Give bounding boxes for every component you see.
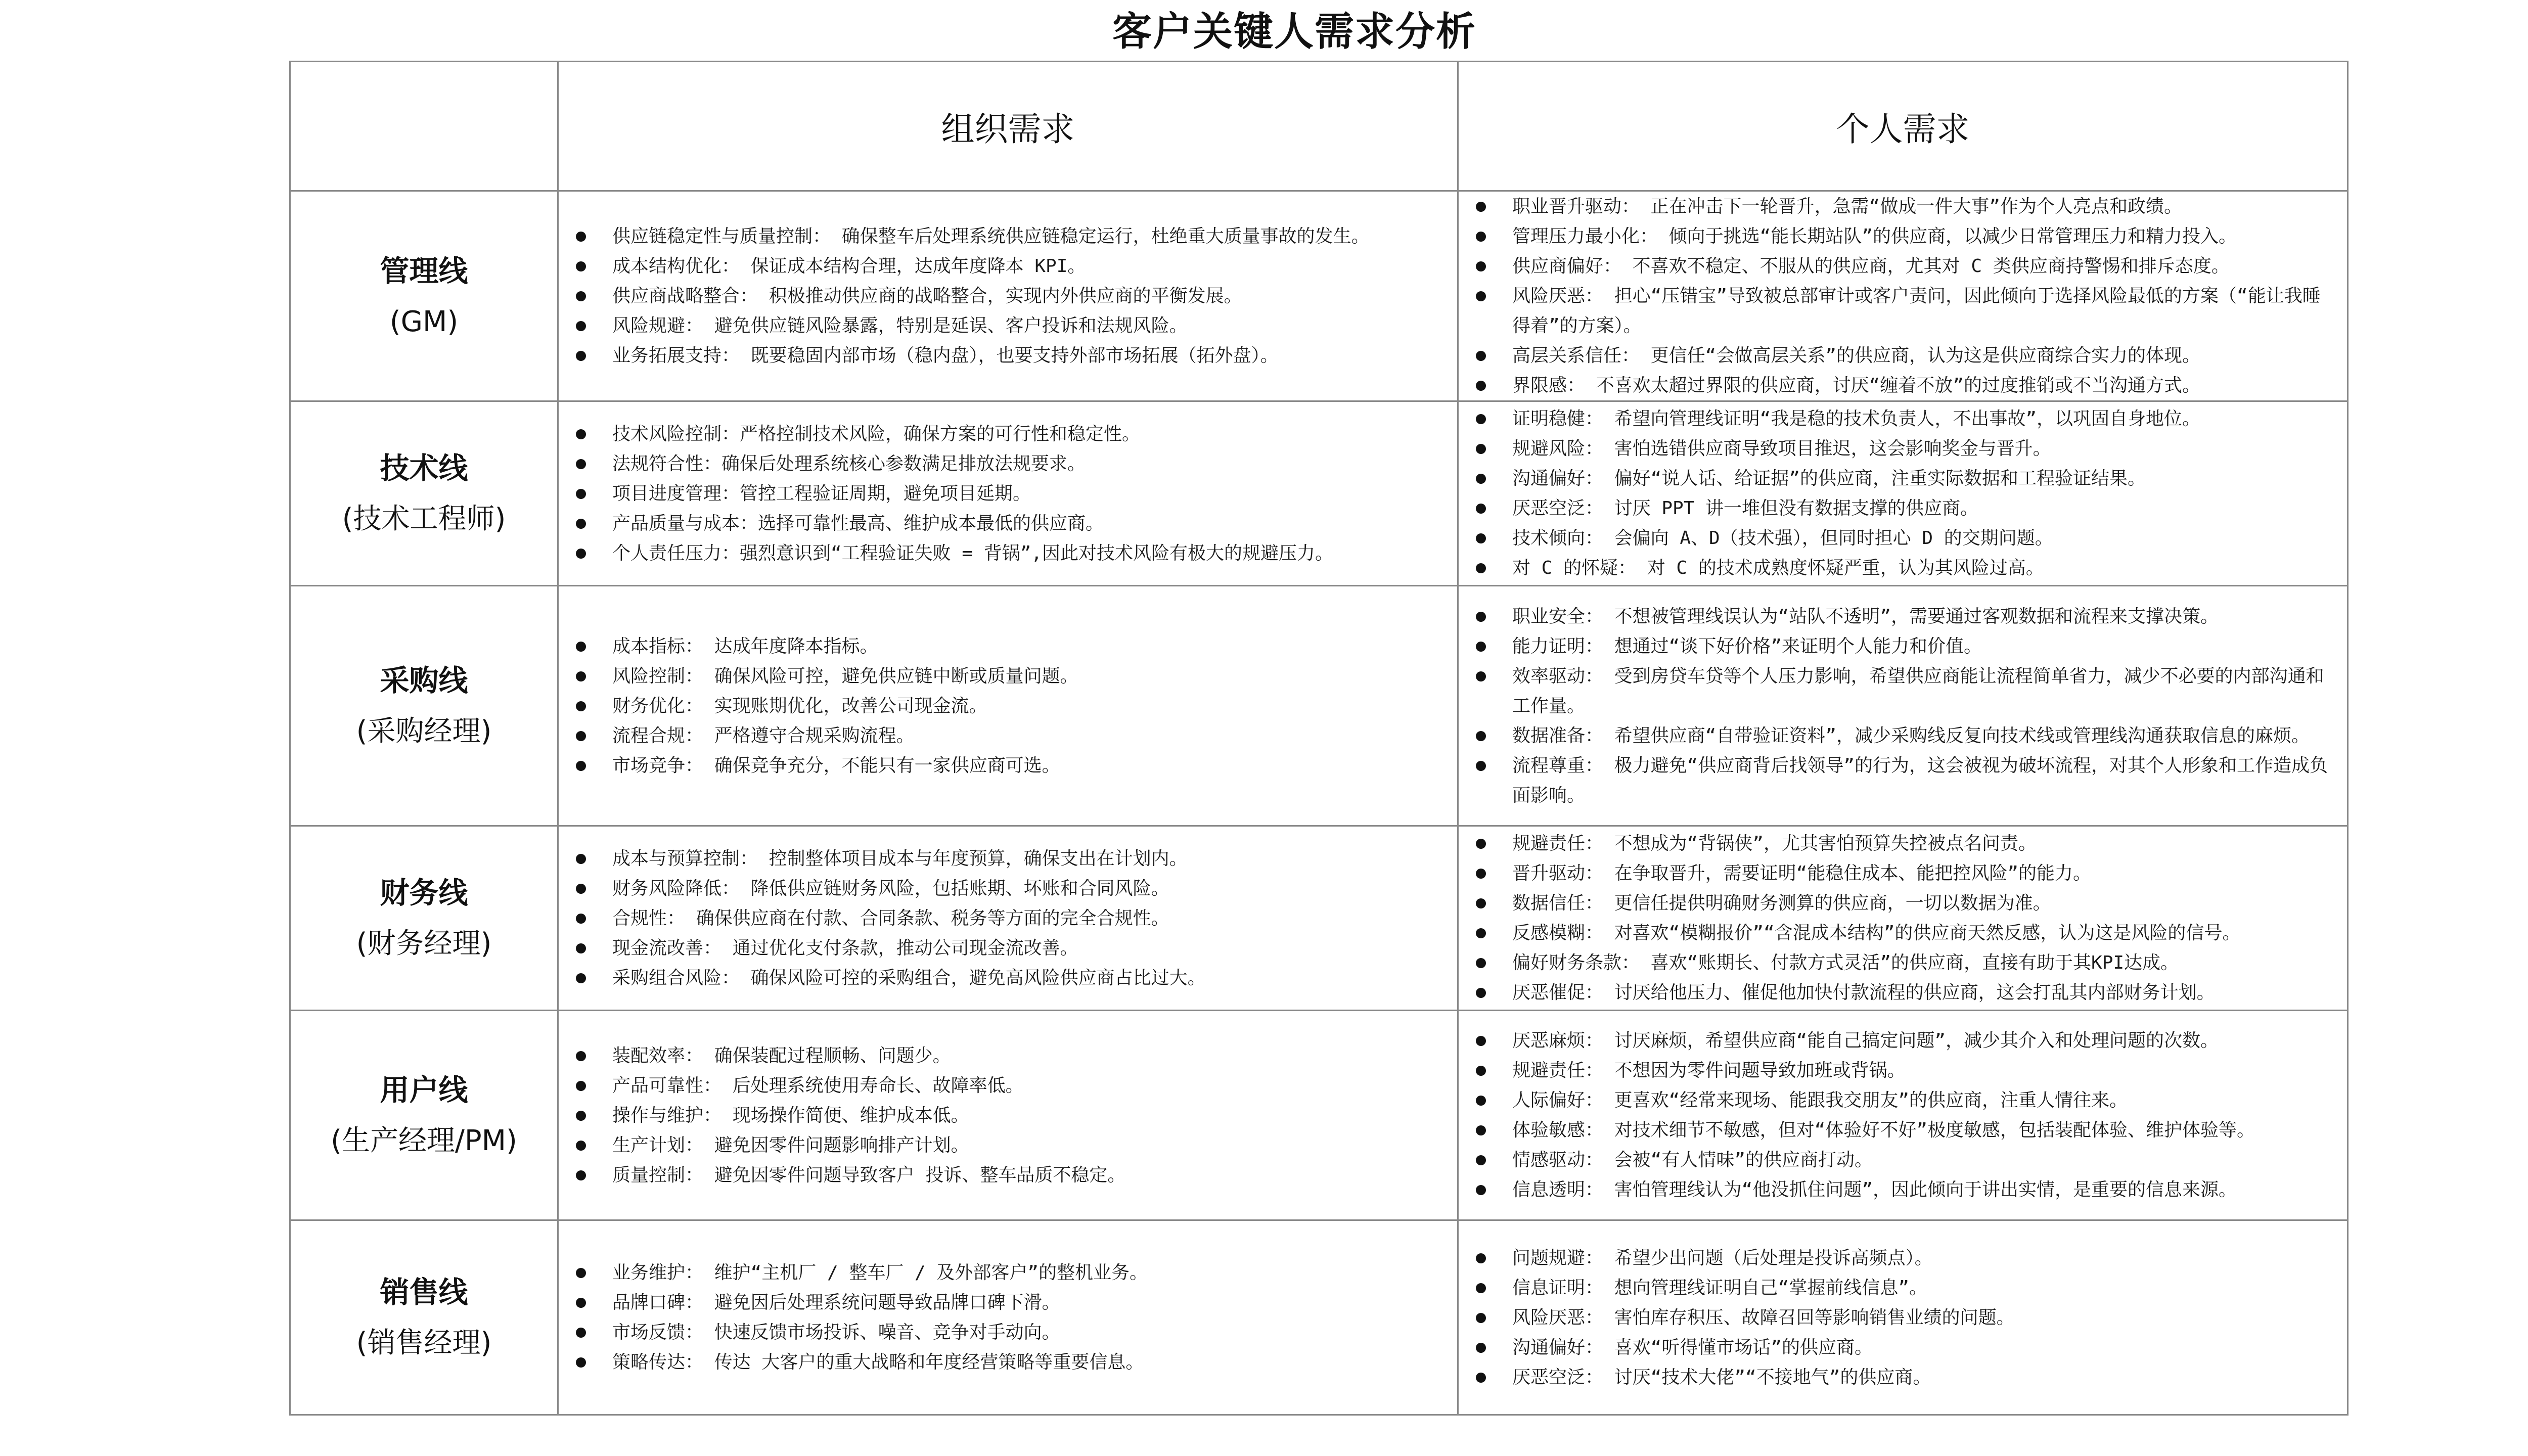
corner-cell [290,62,558,191]
list-item-text: 问题规避： 希望少出问题（后处理是投诉高频点）。 [1512,1247,1933,1268]
list-item-text: 偏好财务条款： 喜欢“账期长、付款方式灵活”的供应商，直接有助于其KPI达成。 [1512,952,2179,973]
list-item [1470,251,2333,281]
list-item-text: 品牌口碑： 避免因后处理系统问题导致品牌口碑下滑。 [612,1292,1060,1313]
list-item [570,419,1443,449]
list-item [1470,1175,2333,1205]
list-item [570,251,1443,281]
bullet-icon [576,854,586,864]
role-cell [290,401,558,586]
bullet-icon [576,671,586,681]
org-needs-list [559,1041,1457,1190]
list-item [570,479,1443,509]
list-item-text: 技术风险控制：严格控制技术风险，确保方案的可行性和稳定性。 [612,423,1141,444]
org-needs-list [559,844,1457,993]
list-item [570,1160,1443,1190]
role-title: (销售经理) [356,1327,492,1359]
list-item [1470,631,2333,661]
table-row [290,1220,2348,1415]
bullet-icon [1476,533,1486,543]
list-item [570,341,1443,371]
list-item-text: 规避风险： 害怕选错供应商导致项目推迟，这会影响奖金与晋升。 [1512,438,2051,459]
bullet-icon [1476,642,1486,652]
bullet-icon [1476,1283,1486,1293]
list-item-text: 规避责任： 不想因为零件问题导致加班或背锅。 [1512,1060,1906,1081]
list-item-text: 数据准备： 希望供应商“自带验证资料”，减少采购线反复向技术线或管理线沟通获取信息的麻烦。 [1512,725,2310,746]
list-item [1470,523,2333,553]
list-item-text: 操作与维护： 现场操作简便、维护成本低。 [612,1105,969,1126]
needs-table [289,61,2349,1416]
list-item [570,844,1443,874]
list-item-text: 反感模糊： 对喜欢“模糊报价”“含混成本结构”的供应商天然反感，认为这是风险的信号。 [1512,923,2241,943]
bullet-icon [576,1268,586,1278]
bullet-icon [1476,563,1486,573]
list-item [570,1101,1443,1130]
list-item [570,721,1443,751]
list-item-text: 人际偏好： 更喜欢“经常来现场、能跟我交朋友”的供应商，注重人情往来。 [1512,1090,2128,1111]
table-row [290,826,2348,1011]
bullet-icon [1476,761,1486,771]
list-item-text: 晋升驱动： 在争取晋升，需要证明“能稳住成本、能把控风险”的能力。 [1512,863,2092,884]
role-name: 财务线 [380,876,468,910]
list-item-text: 高层关系信任： 更信任“会做高层关系”的供应商，认为这是供应商综合实力的体现。 [1512,345,2201,366]
personal-needs-list [1459,1026,2347,1205]
role-name: 销售线 [380,1275,468,1309]
list-item-text: 技术倾向： 会偏向 A、D（技术强），但同时担心 D 的交期问题。 [1512,528,2053,549]
list-item-text: 风险厌恶： 担心“压错宝”导致被总部审计或客户责问，因此倾向于选择风险最低的方案（“能让我睡得着”的方案）。 [1512,286,2321,336]
list-item [1470,888,2333,918]
bullet-icon [1476,504,1486,514]
list-item [1470,602,2333,631]
bullet-icon [576,519,586,529]
bullet-icon [1476,1185,1486,1195]
list-item-text: 沟通偏好： 喜欢“听得懂市场话”的供应商。 [1512,1337,1873,1358]
list-item-text: 情感驱动： 会被“有人情味”的供应商打动。 [1512,1150,1873,1170]
list-item-text: 财务风险降低： 降低供应链财务风险，包括账期、坏账和合同风险。 [612,878,1169,899]
bullet-icon [576,731,586,741]
list-item-text: 信息透明： 害怕管理线认为“他没抓住问题”，因此倾向于讲出实情，是重要的信息来源。 [1512,1179,2237,1200]
role-title: (采购经理) [356,715,492,748]
list-item [570,751,1443,781]
bullet-icon [1476,671,1486,681]
list-item [570,1317,1443,1347]
bullet-icon [1476,232,1486,242]
list-item-text: 风险控制： 确保风险可控，避免供应链中断或质量问题。 [612,665,1078,687]
list-item-text: 现金流改善： 通过优化支付条款，推动公司现金流改善。 [612,937,1078,959]
list-item-text: 生产计划： 避免因零件问题影响排产计划。 [612,1134,969,1156]
list-item-text: 业务维护： 维护“主机厂 / 整车厂 / 及外部客户”的整机业务。 [612,1262,1148,1283]
bullet-icon [1476,958,1486,968]
header-row [290,62,2348,191]
list-item [570,631,1443,661]
list-item [1470,1026,2333,1056]
bullet-icon [1476,381,1486,391]
bullet-icon [576,884,586,894]
bullet-icon [576,321,586,331]
list-item-text: 个人责任压力：强烈意识到“工程验证失败 = 背锅”,因此对技术风险有极大的规避压力。 [612,542,1334,564]
bullet-icon [576,1141,586,1151]
bullet-icon [1476,731,1486,741]
table-row [290,1011,2348,1220]
bullet-icon [576,261,586,271]
org-needs-list [559,221,1457,371]
list-item-text: 产品质量与成本：选择可靠性最高、维护成本最低的供应商。 [612,513,1104,534]
bullet-icon [1476,1253,1486,1263]
list-item [1470,493,2333,523]
list-item [1470,1362,2333,1392]
personal-needs-list [1459,1243,2347,1392]
personal-needs-cell [1458,191,2348,401]
list-item-text: 厌恶空泛： 讨厌 PPT 讲一堆但没有数据支撑的供应商。 [1512,498,1979,519]
list-item [570,1258,1443,1288]
bullet-icon [576,351,586,361]
list-item [570,691,1443,721]
personal-needs-list [1459,602,2347,810]
list-item [570,903,1443,933]
list-item [570,933,1443,963]
list-item [570,1071,1443,1101]
list-item [1470,464,2333,493]
list-item-text: 成本指标： 达成年度降本指标。 [612,635,878,657]
list-item [1470,661,2333,721]
list-item-text: 风险厌恶： 害怕库存积压、故障召回等影响销售业绩的问题。 [1512,1307,2015,1328]
org-needs-cell [558,191,1458,401]
list-item-text: 厌恶催促： 讨厌给他压力、催促他加快付款流程的供应商，这会打乱其内部财务计划。 [1512,982,2215,1003]
list-item [570,1041,1443,1071]
role-name: 技术线 [380,451,468,485]
personal-needs-list [1459,404,2347,583]
bullet-icon [1476,1096,1486,1106]
list-item-text: 装配效率： 确保装配过程顺畅、问题少。 [612,1045,951,1066]
list-item-text: 业务拓展支持： 既要稳固内部市场（稳内盘），也要支持外部市场拓展（拓外盘）。 [612,345,1279,366]
org-needs-list [559,419,1457,568]
bullet-icon [576,914,586,924]
bullet-icon [576,429,586,439]
bullet-icon [1476,474,1486,484]
bullet-icon [1476,928,1486,938]
bullet-icon [1476,202,1486,212]
list-item [1470,281,2333,341]
list-item [570,509,1443,538]
bullet-icon [1476,291,1486,301]
bullet-icon [576,761,586,771]
list-item [1470,1273,2333,1303]
list-item-text: 管理压力最小化： 倾向于挑选“能长期站队”的供应商，以减少日常管理压力和精力投入。 [1512,226,2237,247]
list-item [1470,1145,2333,1175]
list-item-text: 体验敏感： 对技术细节不敏感，但对“体验好不好”极度敏感，包括装配体验、维护体验等。 [1512,1120,2255,1141]
role-title: (技术工程师) [342,503,506,535]
list-item [1470,1333,2333,1362]
bullet-icon [576,489,586,499]
list-item [570,874,1443,903]
bullet-icon [1476,898,1486,908]
list-item [1470,918,2333,948]
list-item [1470,751,2333,810]
bullet-icon [1476,444,1486,454]
list-item [570,1130,1443,1160]
list-item-text: 职业晋升驱动： 正在冲击下一轮晋升，急需“做成一件大事”作为个人亮点和政绩。 [1512,196,2183,217]
list-item-text: 厌恶空泛： 讨厌“技术大佬”“不接地气”的供应商。 [1512,1367,1931,1388]
list-item-text: 证明稳健： 希望向管理线证明“我是稳的技术负责人，不出事故”，以巩固自身地位。 [1512,408,2201,429]
list-item-text: 供应商偏好： 不喜欢不稳定、不服从的供应商，尤其对 C 类供应商持警惕和排斥态度。 [1512,256,2230,277]
list-item-text: 流程尊重： 极力避免“供应商背后找领导”的行为，这会被视为破坏流程，对其个人形象和工作造成负面影响。 [1512,755,2328,806]
list-item-text: 合规性： 确保供应商在付款、合同条款、税务等方面的完全合规性。 [612,907,1169,929]
table-row [290,401,2348,586]
list-item-text: 市场反馈： 快速反馈市场投诉、噪音、竞争对手动向。 [612,1322,1060,1343]
list-item [1470,1243,2333,1273]
org-needs-cell [558,826,1458,1011]
list-item-text: 信息证明： 想向管理线证明自己“掌握前线信息”。 [1512,1277,1928,1298]
bullet-icon [1476,1343,1486,1353]
bullet-icon [576,1357,586,1368]
list-item-text: 效率驱动： 受到房贷车贷等个人压力影响，希望供应商能让流程简单省力，减少不必要的内部沟通和工作量。 [1512,665,2324,716]
list-item-text: 供应链稳定性与质量控制： 确保整车后处理系统供应链稳定运行，杜绝重大质量事故的发生。 [612,226,1370,247]
list-item [1470,1115,2333,1145]
bullet-icon [576,642,586,652]
bullet-icon [1476,1125,1486,1135]
list-item-text: 市场竞争： 确保竞争充分，不能只有一家供应商可选。 [612,755,1060,776]
list-item [570,1288,1443,1317]
list-item [570,281,1443,311]
list-item-text: 采购组合风险： 确保风险可控的采购组合，避免高风险供应商占比过大。 [612,967,1206,988]
list-item [570,538,1443,568]
list-item [1470,221,2333,251]
personal-needs-cell [1458,1011,2348,1220]
bullet-icon [1476,839,1486,849]
bullet-icon [1476,414,1486,424]
bullet-icon [576,943,586,953]
list-item [1470,829,2333,858]
org-needs-list [559,1258,1457,1377]
bullet-icon [1476,612,1486,622]
bullet-icon [576,973,586,983]
list-item [1470,371,2333,400]
list-item-text: 对 C 的怀疑： 对 C 的技术成熟度怀疑严重，认为其风险过高。 [1512,558,2044,578]
role-title: (财务经理) [356,927,492,960]
list-item [1470,1056,2333,1085]
bullet-icon [576,1328,586,1338]
role-name: 采购线 [380,663,468,698]
list-item [570,1347,1443,1377]
list-item [1470,341,2333,371]
personal-needs-cell [1458,1220,2348,1415]
list-item-text: 规避责任： 不想成为“背锅侠”，尤其害怕预算失控被点名问责。 [1512,833,2037,854]
org-needs-cell [558,1011,1458,1220]
role-cell [290,586,558,826]
list-item-text: 策略传达： 传达 大客户的重大战略和年度经营策略等重要信息。 [612,1352,1144,1373]
list-item [570,221,1443,251]
role-title: (GM) [389,305,459,338]
bullet-icon [576,1298,586,1308]
list-item [1470,192,2333,221]
list-item-text: 风险规避： 避免供应链风险暴露，特别是延误、客户投诉和法规风险。 [612,315,1188,336]
personal-needs-cell [1458,586,2348,826]
bullet-icon [1476,869,1486,879]
bullet-icon [576,1111,586,1121]
bullet-icon [576,232,586,242]
bullet-icon [1476,1036,1486,1046]
list-item-text: 能力证明： 想通过“谈下好价格”来证明个人能力和价值。 [1512,635,1982,657]
list-item-text: 职业安全： 不想被管理线误认为“站队不透明”，需要通过客观数据和流程来支撑决策。 [1512,606,2219,627]
personal-needs-list [1459,192,2347,400]
list-item [570,449,1443,479]
page-title: 客户关键人需求分析 [1112,9,1476,55]
role-cell [290,191,558,401]
list-item-text: 厌恶麻烦： 讨厌麻烦，希望供应商“能自己搞定问题”，减少其介入和处理问题的次数。 [1512,1030,2219,1051]
bullet-icon [1476,988,1486,998]
role-title: (生产经理/PM) [331,1124,517,1157]
list-item [1470,1303,2333,1333]
table-row [290,586,2348,826]
list-item [570,311,1443,341]
list-item [1470,978,2333,1008]
bullet-icon [1476,261,1486,271]
list-item-text: 项目进度管理：管控工程验证周期，避免项目延期。 [612,483,1031,504]
list-item-text: 法规符合性：确保后处理系统核心参数满足排放法规要求。 [612,453,1086,474]
list-item [1470,553,2333,583]
list-item [1470,721,2333,751]
bullet-icon [576,291,586,301]
list-item-text: 界限感： 不喜欢太超过界限的供应商，讨厌“缠着不放”的过度推销或不当沟通方式。 [1512,375,2201,396]
list-item-text: 产品可靠性： 后处理系统使用寿命长、故障率低。 [612,1075,1024,1096]
bullet-icon [576,701,586,711]
list-item-text: 流程合规： 严格遵守合规采购流程。 [612,725,915,746]
role-cell [290,1220,558,1415]
org-needs-cell [558,1220,1458,1415]
list-item [570,963,1443,993]
list-item-text: 财务优化： 实现账期优化，改善公司现金流。 [612,695,987,716]
list-item [1470,948,2333,978]
list-item-text: 供应商战略整合： 积极推动供应商的战略整合，实现内外供应商的平衡发展。 [612,286,1242,306]
bullet-icon [1476,1066,1486,1076]
personal-needs-header: 个人需求 [1458,62,2348,191]
list-item-text: 质量控制： 避免因零件问题导致客户 投诉、整车品质不稳定。 [612,1164,1126,1186]
personal-needs-cell [1458,826,2348,1011]
role-cell [290,1011,558,1220]
list-item [1470,858,2333,888]
list-item-text: 沟通偏好： 偏好“说人话、给证据”的供应商，注重实际数据和工程验证结果。 [1512,468,2146,489]
bullet-icon [576,549,586,559]
list-item [1470,404,2333,434]
org-needs-list [559,631,1457,781]
bullet-icon [576,1051,586,1061]
list-item-text: 成本结构优化： 保证成本结构合理，达成年度降本 KPI。 [612,256,1086,277]
personal-needs-cell [1458,401,2348,586]
list-item [1470,434,2333,464]
org-needs-header: 组织需求 [558,62,1458,191]
bullet-icon [1476,1373,1486,1383]
org-needs-cell [558,401,1458,586]
org-needs-cell [558,586,1458,826]
list-item-text: 成本与预算控制： 控制整体项目成本与年度预算，确保支出在计划内。 [612,848,1188,869]
role-name: 用户线 [380,1073,468,1107]
role-name: 管理线 [380,253,468,288]
list-item [570,661,1443,691]
table-row [290,191,2348,401]
list-item-text: 数据信任： 更信任提供明确财务测算的供应商，一切以数据为准。 [1512,893,2051,914]
bullet-icon [576,459,586,469]
bullet-icon [1476,1155,1486,1165]
bullet-icon [576,1081,586,1091]
bullet-icon [1476,1313,1486,1323]
personal-needs-list [1459,829,2347,1008]
bullet-icon [576,1170,586,1180]
list-item [1470,1085,2333,1115]
bullet-icon [1476,351,1486,361]
role-cell [290,826,558,1011]
